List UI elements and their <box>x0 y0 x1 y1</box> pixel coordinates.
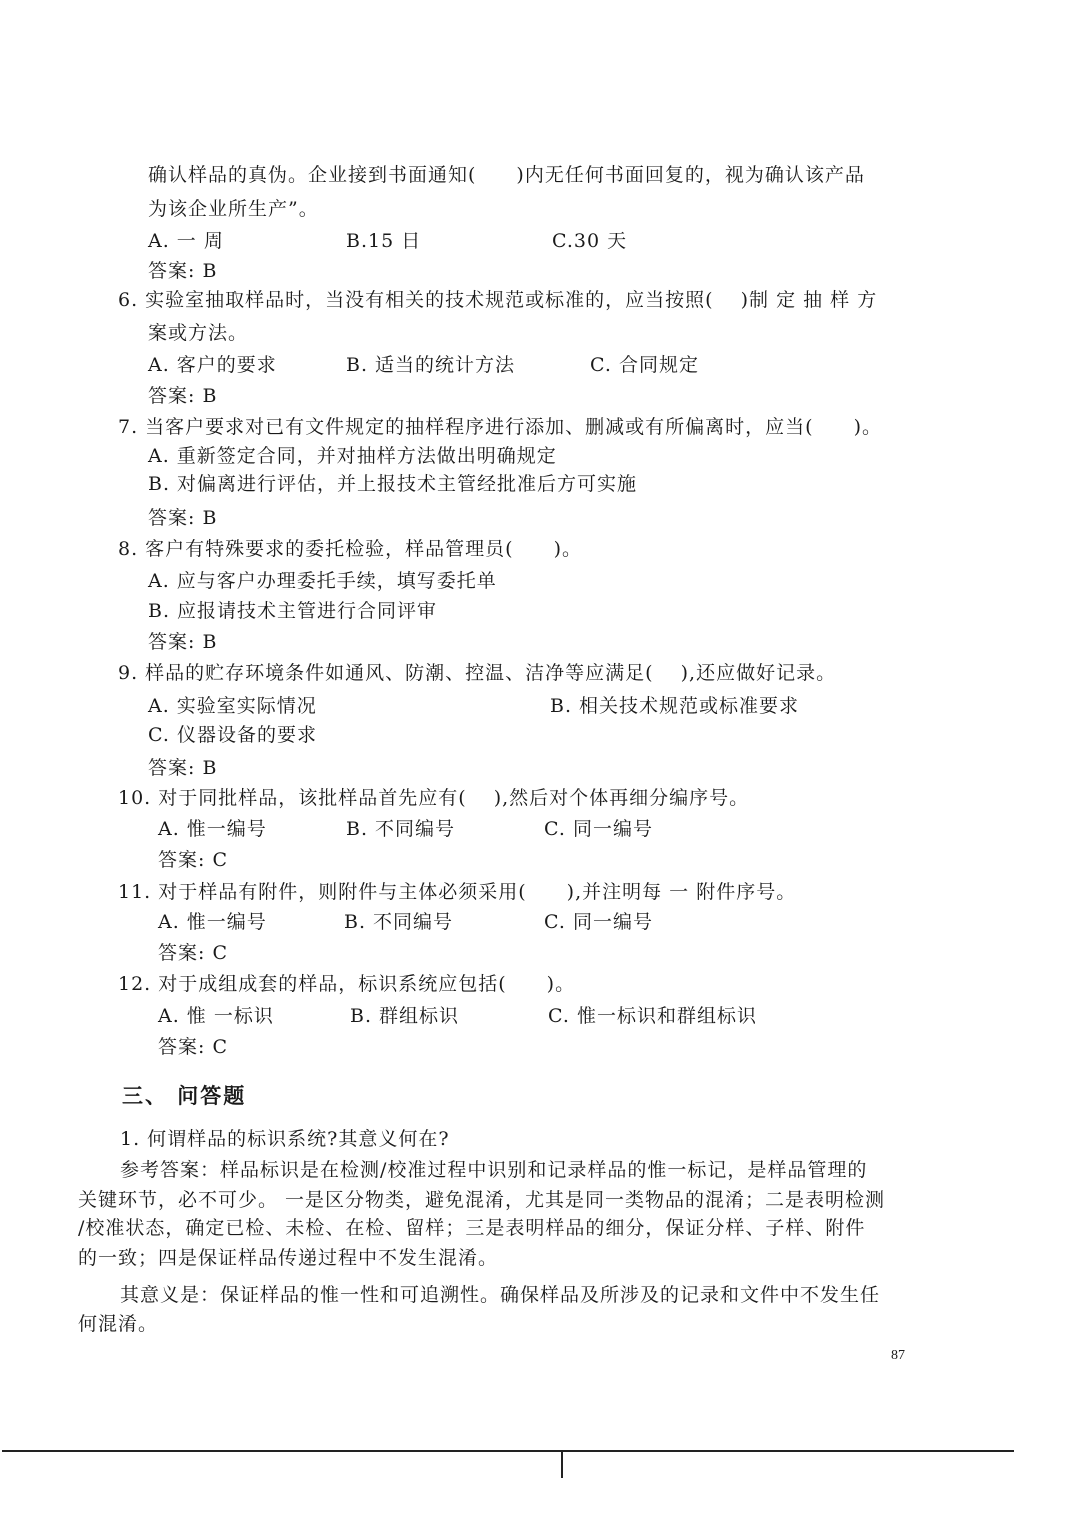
q11-answer: 答案: C <box>158 942 228 964</box>
q5-option-b: B.15 日 <box>346 230 422 252</box>
q6-line-1: 6. 实验室抽取样品时，当没有相关的技术规范或标准的，应当按照( )制 定 抽 样 方 <box>118 289 878 311</box>
q5-line-2: 为该企业所生产”。 <box>148 198 319 220</box>
q6-line-2: 案或方法。 <box>148 322 249 344</box>
q11-option-a: A. 惟一编号 <box>158 911 267 933</box>
q9-line-1: 9. 样品的贮存环境条件如通风、防潮、控温、洁净等应满足( ),还应做好记录。 <box>118 662 837 684</box>
q10-option-b: B. 不同编号 <box>346 818 456 840</box>
q9-answer: 答案: B <box>148 757 218 779</box>
q9-option-c: C. 仪器设备的要求 <box>148 724 317 746</box>
q10-option-c: C. 同一编号 <box>544 818 653 840</box>
answer-para2-line1: 其意义是：保证样品的惟一性和可追溯性。确保样品及所涉及的记录和文件中不发生任 <box>120 1284 881 1306</box>
q12-answer: 答案: C <box>158 1036 228 1058</box>
answer-para2-line2: 何混淆。 <box>78 1313 159 1335</box>
q11-option-b: B. 不同编号 <box>344 911 454 933</box>
q5-answer: 答案: B <box>148 260 218 282</box>
q8-answer: 答案: B <box>148 631 218 653</box>
q6-option-b: B. 适当的统计方法 <box>346 354 516 376</box>
page-number: 87 <box>891 1348 905 1363</box>
essay-question: 1. 何谓样品的标识系统?其意义何在? <box>120 1128 450 1150</box>
q7-option-b: B. 对偏离进行评估，并上报技术主管经批准后方可实施 <box>148 473 638 495</box>
q5-line-1: 确认样品的真伪。企业接到书面通知( )内无任何书面回复的，视为确认该产品 <box>148 164 865 186</box>
q6-option-c: C. 合同规定 <box>590 354 699 376</box>
q7-option-a: A. 重新签定合同，并对抽样方法做出明确规定 <box>148 445 557 467</box>
answer-para1-line1: 参考答案：样品标识是在检测/校准过程中识别和记录样品的惟一标记，是样品管理的 <box>120 1159 868 1181</box>
center-tick-mark <box>561 1452 563 1478</box>
answer-para1-line2: 关键环节，必不可少。 一是区分物类，避免混淆，尤其是同一类物品的混淆；二是表明检测 <box>78 1189 886 1211</box>
answer-para1-line3: /校准状态，确定已检、未检、在检、留样；三是表明样品的细分，保证分样、子样、附件 <box>78 1217 866 1239</box>
q9-option-a: A. 实验室实际情况 <box>148 695 317 717</box>
bottom-divider <box>2 1450 1014 1452</box>
q12-option-b: B. 群组标识 <box>350 1005 460 1027</box>
q8-line-1: 8. 客户有特殊要求的委托检验，样品管理员( )。 <box>118 538 582 560</box>
q8-option-a: A. 应与客户办理委托手续，填写委托单 <box>148 570 497 592</box>
q11-option-c: C. 同一编号 <box>544 911 653 933</box>
q10-line-1: 10. 对于同批样品，该批样品首先应有( ),然后对个体再细分编序号。 <box>118 787 750 809</box>
q5-option-c: C.30 天 <box>552 230 628 252</box>
q7-answer: 答案: B <box>148 507 218 529</box>
answer-para1-line4: 的一致；四是保证样品传递过程中不发生混淆。 <box>78 1247 499 1269</box>
q7-line-1: 7. 当客户要求对已有文件规定的抽样程序进行添加、删减或有所偏离时，应当( )。 <box>118 416 882 438</box>
q10-answer: 答案: C <box>158 849 228 871</box>
q6-option-a: A. 客户的要求 <box>148 354 277 376</box>
q12-option-a: A. 惟 一标识 <box>158 1005 274 1027</box>
q10-option-a: A. 惟一编号 <box>158 818 267 840</box>
q6-answer: 答案: B <box>148 385 218 407</box>
q8-option-b: B. 应报请技术主管进行合同评审 <box>148 600 438 622</box>
q5-option-a: A. 一 周 <box>148 230 224 252</box>
q9-option-b: B. 相关技术规范或标准要求 <box>550 695 800 717</box>
section-heading: 三、 问答题 <box>122 1084 247 1108</box>
q12-line-1: 12. 对于成组成套的样品，标识系统应包括( )。 <box>118 973 576 995</box>
q12-option-c: C. 惟一标识和群组标识 <box>548 1005 757 1027</box>
q11-line-1: 11. 对于样品有附件，则附件与主体必须采用( ),并注明每 一 附件序号。 <box>118 881 797 903</box>
